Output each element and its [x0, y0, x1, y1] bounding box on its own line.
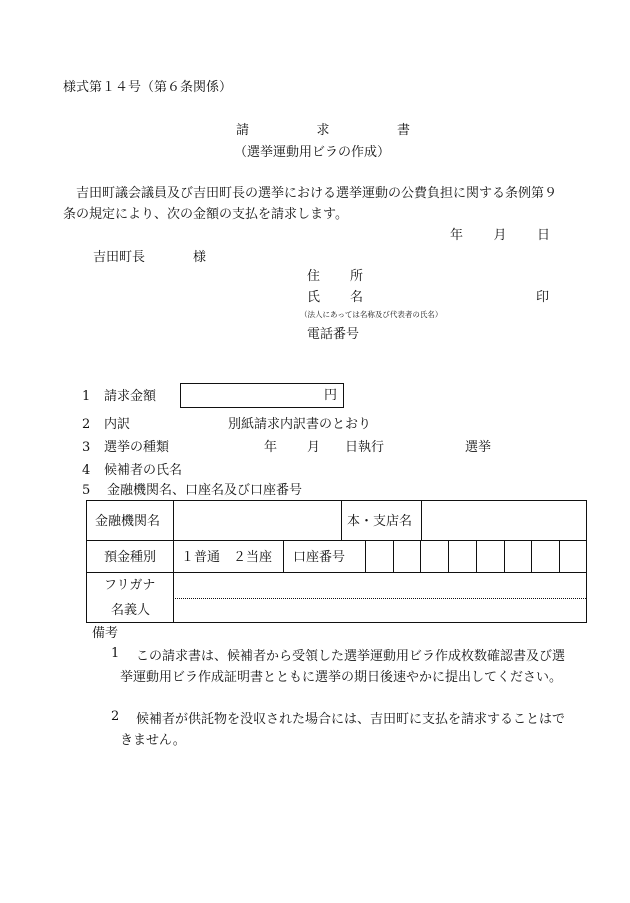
- table-col-divider: [173, 501, 174, 622]
- branch-name-label: 本・支店名: [347, 514, 413, 529]
- date-month: 月: [493, 228, 507, 243]
- breakdown-label: 内訳: [104, 417, 131, 432]
- phone-label: 電話番号: [307, 327, 360, 342]
- addressee-name: 吉田町長: [93, 250, 146, 265]
- item-number: 2: [82, 417, 91, 432]
- item-number: 3: [82, 440, 91, 455]
- table-row-divider-dotted: [173, 598, 586, 599]
- claim-amount-field[interactable]: [180, 383, 344, 408]
- date-line: [450, 228, 550, 244]
- deposit-type-label: 預金種別: [104, 550, 157, 565]
- table-col-divider: [341, 501, 342, 540]
- election-day: 日執行: [345, 440, 385, 455]
- claim-amount-label: 請求金額: [104, 389, 157, 404]
- item-number: 1: [82, 389, 91, 404]
- furigana-label: フリガナ: [104, 578, 156, 593]
- table-row-divider: [87, 540, 586, 541]
- table-col-divider: [283, 540, 284, 572]
- address-label-char: 所: [349, 269, 363, 284]
- form-number: 様式第１４号（第６条関係）: [63, 80, 233, 95]
- account-digit-divider: [476, 540, 477, 572]
- yen-unit: 円: [323, 388, 337, 403]
- account-number-label: 口座番号: [293, 550, 346, 565]
- remark-number: 2: [111, 709, 120, 724]
- candidate-name-label: 候補者の氏名: [104, 463, 183, 478]
- election-type-label: 選挙の種類: [104, 440, 170, 455]
- election-year: 年: [264, 440, 278, 455]
- seal-mark: 印: [536, 290, 550, 305]
- address-label: [307, 269, 363, 285]
- date-day: 日: [536, 228, 550, 243]
- remark-text: 候補者が供託物を没収された場合には、吉田町に支払を請求することはできません。: [120, 712, 566, 748]
- address-label-char: 住: [307, 269, 321, 284]
- account-digit-divider: [531, 540, 532, 572]
- remark-number: 1: [111, 646, 120, 661]
- name-label-char: 名: [349, 290, 363, 305]
- document-subtitle: （選挙運動用ビラの作成）: [234, 145, 391, 160]
- account-digit-divider: [448, 540, 449, 572]
- election-month: 月: [307, 440, 321, 455]
- deposit-type-options: １普通 ２当座: [181, 550, 273, 565]
- table-row-divider: [87, 572, 586, 573]
- item-number: 4: [82, 463, 91, 478]
- bank-account-table: [86, 500, 587, 623]
- name-label: [307, 290, 363, 306]
- remark-text: この請求書は、候補者から受領した選挙運動用ビラ作成枚数確認書及び選挙運動用ビラ作成証明書とともに選挙の期日後速やかに提出してください。: [120, 649, 566, 685]
- item-number: 5: [82, 483, 91, 498]
- title-char: 求: [316, 123, 330, 138]
- title-char: 書: [396, 123, 410, 138]
- election-kind: 選挙: [465, 440, 492, 455]
- bank-info-label: 金融機関名、口座名及び口座番号: [107, 483, 303, 498]
- account-holder-label: 名義人: [111, 603, 151, 618]
- table-col-divider: [421, 501, 422, 540]
- account-digit-divider: [504, 540, 505, 572]
- bank-name-label: 金融機関名: [95, 514, 161, 529]
- name-note: （法人にあっては名称及び代表者の氏名）: [300, 310, 443, 319]
- breakdown-value: 別紙請求内訳書のとおり: [228, 417, 372, 432]
- account-digit-divider: [393, 540, 394, 572]
- table-col-divider: [365, 540, 366, 572]
- account-digit-divider: [559, 540, 560, 572]
- account-digit-divider: [420, 540, 421, 572]
- intro-paragraph: 吉田町議会議員及び吉田町長の選挙における選挙運動の公費負担に関する条例第９条の規定により、次の金額の支払を請求します。: [63, 186, 558, 222]
- date-year: 年: [450, 228, 464, 243]
- name-label-char: 氏: [307, 290, 321, 305]
- addressee-honorific: 様: [193, 250, 207, 265]
- remarks-title: 備考: [92, 626, 119, 641]
- title-char: 請: [236, 123, 250, 138]
- document-title: [236, 123, 410, 139]
